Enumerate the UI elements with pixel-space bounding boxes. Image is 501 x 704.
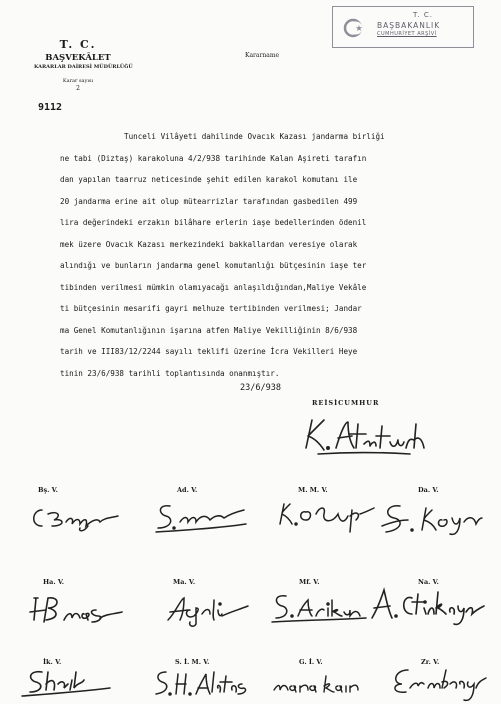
minister-title: Bş. V. bbox=[38, 486, 58, 494]
karar-sayisi-label: Karar sayısı bbox=[62, 78, 94, 84]
karar-sayisi-value: 2 bbox=[76, 85, 80, 92]
minister-signature-bayar bbox=[28, 500, 124, 536]
body-line: tarih ve III83/12/2244 sayılı teklifi üzerine İcra Vekilleri Heye bbox=[60, 347, 358, 356]
document-type: Kararname bbox=[245, 52, 280, 59]
minister-title: Da. V. bbox=[418, 486, 439, 494]
minister-signature-kaya bbox=[378, 498, 484, 538]
decree-body bbox=[60, 126, 480, 384]
archive-stamp bbox=[332, 6, 474, 48]
minister-title: M. M. V. bbox=[298, 486, 328, 494]
body-line: alındığı ve bunların jandarma genel komutanlığı bütçesinin iaşe ter bbox=[60, 261, 367, 270]
minister-signature-cetinkaya bbox=[366, 584, 488, 630]
body-line: Tunceli Vilâyeti dahilinde Ovacık Kazası jandarma birliği bbox=[124, 132, 385, 141]
stamp-line-1: T. C. bbox=[413, 11, 434, 19]
minister-signature-saracoglu bbox=[150, 498, 250, 536]
minister-signature-erkmen bbox=[388, 662, 488, 702]
body-line: ne tabi (Diztaş) karakoluna 4/2/938 tarihinde Kalan Aşireti tarafın bbox=[60, 153, 367, 163]
minister-title: G. İ. V. bbox=[299, 658, 323, 666]
minister-title: Ma. V. bbox=[173, 578, 196, 586]
minister-title: S. İ. M. V. bbox=[175, 658, 210, 666]
minister-signature-aras bbox=[26, 590, 126, 630]
minister-title: Ha. V. bbox=[43, 578, 65, 586]
body-line: ma Genel Komutanlığının işarına atfen Maliye Vekilliğinin 8/6/938 bbox=[60, 325, 358, 335]
body-line: tinin 23/6/938 tarihli toplantısında onanmıştır. bbox=[60, 368, 280, 378]
minister-title: Na. V. bbox=[418, 578, 439, 586]
letterhead-department: KARARLAR DAİRESİ MÜDÜRLÜĞÜ bbox=[34, 64, 133, 70]
minister-title: İk. V. bbox=[43, 658, 62, 666]
letterhead-tc: T. C. bbox=[59, 38, 97, 51]
minister-title: Ad. V. bbox=[177, 486, 198, 494]
body-line: ti bütçesinin mesarifi gayri melhuze tertibinden verilmesi; Jandar bbox=[60, 304, 362, 313]
decree-number: 9112 bbox=[38, 102, 63, 113]
body-line: 20 jandarma erine ait olup mütearrizlar tarafından gasbedilen 499 bbox=[60, 196, 358, 206]
minister-title: Zr. V. bbox=[421, 658, 440, 666]
president-signature bbox=[298, 414, 428, 458]
crescent-star-icon bbox=[343, 17, 365, 39]
minister-signature-kesebir bbox=[18, 666, 114, 700]
stamp-line-3: CUMHURİYET ARŞİVİ bbox=[377, 31, 437, 37]
stamp-line-2: BAŞBAKANLIK bbox=[377, 21, 441, 30]
body-line: tibinden verilmesi mümkin olamıyacağı anlaşıldığından,Maliye Vekâle bbox=[60, 282, 367, 292]
body-line: dan yapılan taarruz neticesinde şehit edilen karakol komutanı ile bbox=[60, 175, 358, 184]
minister-signature-agrali bbox=[158, 590, 254, 630]
body-line: lira değerindeki erzakın bilâhare erlerin iaşe bedellerinden ödenil bbox=[60, 218, 367, 227]
minister-signature-ozalp bbox=[272, 496, 376, 536]
president-title: REİSİCUMHUR bbox=[312, 399, 380, 407]
minister-signature-karadeniz bbox=[268, 668, 372, 700]
letterhead-basvekalet: BAŞVEKÂLET bbox=[45, 53, 111, 63]
minister-signature-arikan bbox=[266, 590, 370, 626]
minister-title: Mf. V. bbox=[299, 578, 320, 586]
decree-date: 23/6/938 bbox=[240, 383, 281, 393]
body-line: mek üzere Ovacık Kazası merkezindeki bakkallardan veresiye olarak bbox=[60, 239, 358, 249]
letterhead bbox=[34, 38, 133, 92]
minister-signature-alatas bbox=[150, 666, 254, 702]
